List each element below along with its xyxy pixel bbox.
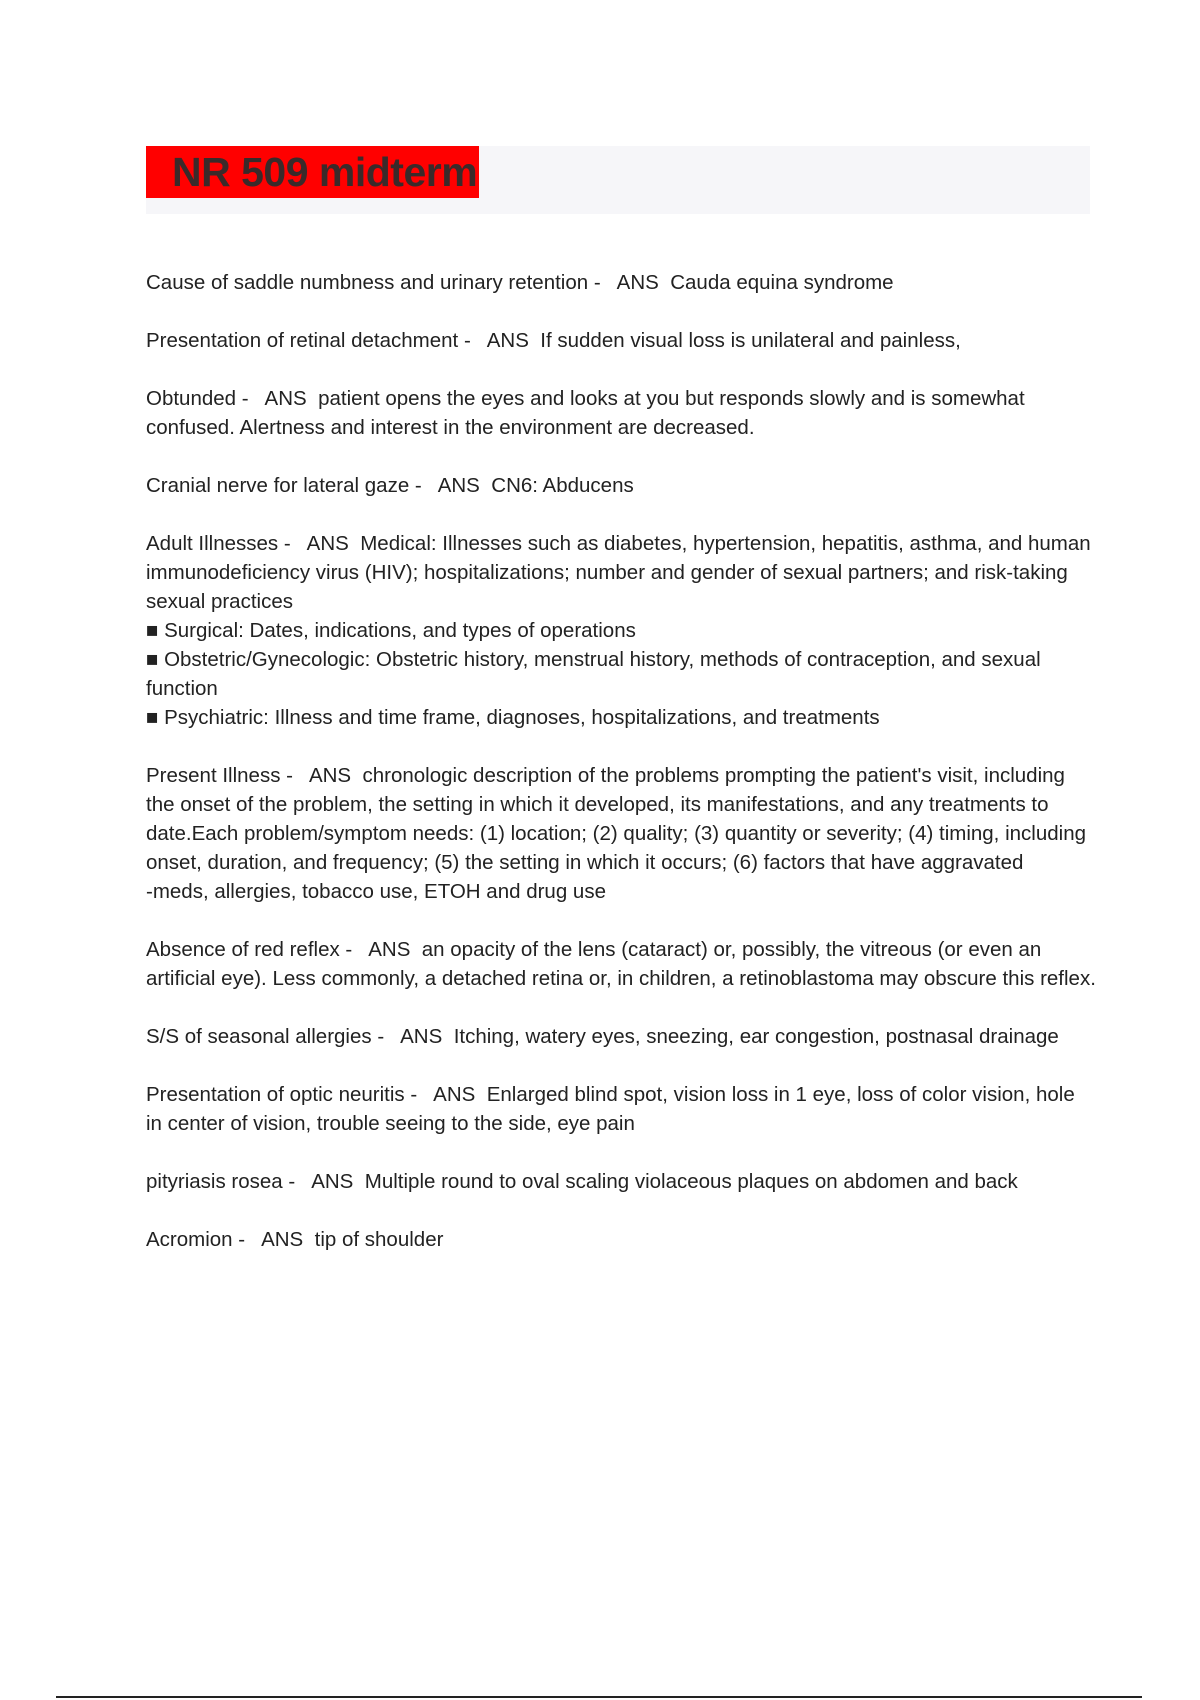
separator: - — [458, 329, 487, 352]
separator: - — [280, 764, 309, 787]
separator: - — [278, 532, 307, 555]
answer-text: Itching, watery eyes, sneezing, ear congestion, postnasal drainage — [453, 1025, 1059, 1048]
qa-entry — [146, 384, 1096, 442]
qa-list — [146, 268, 1096, 1283]
answer-detail-line: ■ Surgical: Dates, indications, and types of operations — [146, 619, 636, 642]
question-text: pityriasis rosea — [146, 1170, 283, 1193]
answer-text: If sudden visual loss is unilateral and painless, — [540, 329, 961, 352]
qa-entry — [146, 1225, 1096, 1254]
separator: - — [232, 1228, 262, 1251]
bottom-divider — [56, 1696, 1142, 1698]
qa-entry — [146, 471, 1096, 500]
page-title: NR 509 midterm — [172, 148, 478, 195]
question-text: S/S of seasonal allergies — [146, 1025, 372, 1048]
qa-entry — [146, 1167, 1096, 1196]
question-text: Absence of red reflex — [146, 938, 340, 961]
qa-entry — [146, 326, 1096, 355]
ans-label: ANS — [308, 764, 352, 787]
answer-text: Enlarged blind spot, vision loss in 1 eye, loss of color vision, hole in center of vision, trouble seeing to the side, eye pain — [146, 1083, 1081, 1135]
question-text: Cause of saddle numbness and urinary retention — [146, 271, 589, 294]
answer-detail-line: ■ Psychiatric: Illness and time frame, diagnoses, hospitalizations, and treatments — [146, 706, 880, 729]
separator: - — [404, 1083, 434, 1106]
qa-entry — [146, 1080, 1096, 1138]
answer-text: chronologic description of the problems prompting the patient's visit, including the onset of the problem, the setting in which it developed, its manifestations, and any treatments to date.Each problem/symptom needs: (1) location; (2) quality; (3) quantity or severity; (4) timing, including onset, duration, and frequency; (5) the setting in which it occurs; (6) factors that have aggravated — [146, 764, 1092, 874]
answer-text: patient opens the eyes and looks at you but responds slowly and is somewhat confused. Alertness and interest in the environment are decreased. — [146, 387, 1031, 439]
answer-text: an opacity of the lens (cataract) or, possibly, the vitreous (or even an artificial eye). Less commonly, a detached retina or, in children, a retinoblastoma may obscure this reflex. — [146, 938, 1096, 990]
ans-label: ANS — [616, 271, 659, 294]
answer-text: tip of shoulder — [314, 1228, 444, 1251]
question-text: Presentation of optic neuritis — [146, 1083, 405, 1106]
ans-label: ANS — [306, 532, 349, 555]
answer-detail-line: ■ Obstetric/Gynecologic: Obstetric history, menstrual history, methods of contraception, and sexual function — [146, 648, 1041, 700]
ans-label: ANS — [311, 1170, 354, 1193]
question-text: Presentation of retinal detachment — [146, 329, 459, 352]
question-text: Obtunded — [146, 387, 237, 410]
ans-label: ANS — [433, 1083, 476, 1106]
ans-label: ANS — [264, 387, 307, 410]
ans-label: ANS — [261, 1228, 304, 1251]
ans-label: ANS — [437, 474, 480, 497]
question-text: Present Illness — [146, 764, 281, 787]
ans-label: ANS — [368, 938, 411, 961]
answer-text: Multiple round to oval scaling violaceous plaques on abdomen and back — [364, 1170, 1018, 1193]
answer-detail-line: -meds, allergies, tobacco use, ETOH and drug use — [146, 880, 606, 903]
answer-text: Medical: Illnesses such as diabetes, hypertension, hepatitis, asthma, and human immunodeficiency virus (HIV); hospitalizations; number and gender of sexual partners; and risk-taking sexual practices — [146, 532, 1097, 613]
question-text: Cranial nerve for lateral gaze — [146, 474, 410, 497]
ans-label: ANS — [400, 1025, 443, 1048]
answer-text: Cauda equina syndrome — [670, 271, 894, 294]
question-text: Adult Illnesses — [146, 532, 279, 555]
qa-entry — [146, 935, 1096, 993]
ans-label: ANS — [486, 329, 529, 352]
qa-entry — [146, 1022, 1096, 1051]
qa-entry — [146, 529, 1096, 732]
title-highlight — [146, 146, 479, 198]
separator: - — [588, 271, 617, 294]
separator: - — [339, 938, 369, 961]
separator: - — [409, 474, 438, 497]
qa-entry — [146, 268, 1096, 297]
answer-text: CN6: Abducens — [491, 474, 634, 497]
separator: - — [282, 1170, 312, 1193]
question-text: Acromion — [146, 1228, 233, 1251]
separator: - — [236, 387, 265, 410]
separator: - — [371, 1025, 401, 1048]
qa-entry — [146, 761, 1096, 906]
